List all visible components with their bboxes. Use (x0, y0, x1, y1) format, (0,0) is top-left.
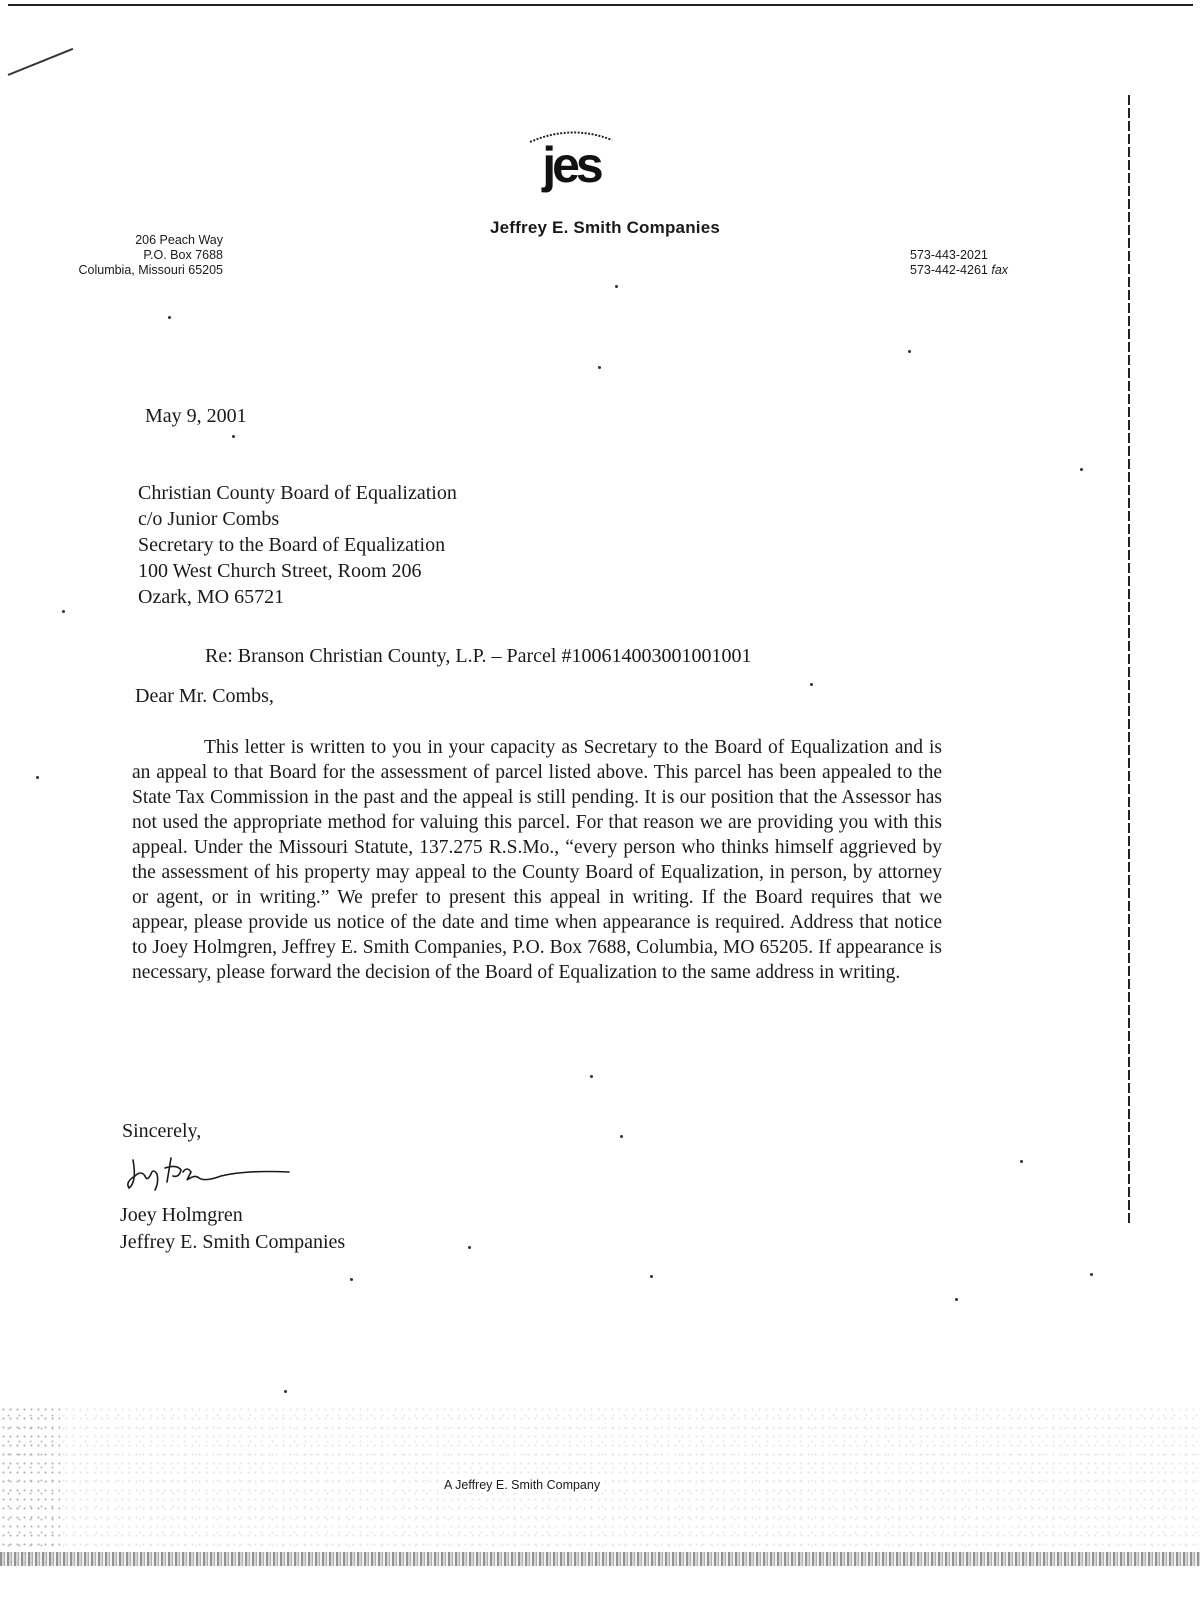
closing: Sincerely, (122, 1120, 202, 1142)
signer-name: Joey Holmgren (120, 1204, 243, 1226)
company-name: Jeffrey E. Smith Companies (489, 218, 721, 237)
speck (1080, 468, 1083, 471)
company-phones (910, 248, 1050, 278)
recipient-line: Secretary to the Board of Equalization (138, 534, 446, 556)
speck (1090, 1273, 1093, 1276)
speck (650, 1275, 653, 1278)
signer-company: Jeffrey E. Smith Companies (120, 1231, 346, 1253)
recipient-address (138, 480, 457, 610)
speck (908, 350, 911, 353)
scan-right-edge (1128, 95, 1130, 1225)
speck (955, 1298, 958, 1301)
signature-icon (125, 1152, 295, 1194)
handwritten-signature (125, 1152, 295, 1194)
phone-number: 573-443-2021 (910, 248, 988, 262)
speck (810, 683, 813, 686)
letter-date: May 9, 2001 (145, 405, 247, 427)
recipient-line: 100 West Church Street, Room 206 (138, 560, 422, 582)
speck (615, 285, 618, 288)
recipient-line: Christian County Board of Equalization (138, 482, 457, 504)
body-paragraph: This letter is written to you in your capacity as Secretary to the Board of Equalization and is an appeal to that Board for the assessment of parcel listed above. This parcel has been appealed to the State Tax Commission in the past and the appeal is still pending. It is our position that the Assessor has not used the appropriate method for valuing this parcel. For that reason we are providing you with this appeal. Under the Missouri Statute, 137.275 R.S.Mo., “every person who thinks himself aggrieved by the assessment of his property may appeal to the County Board of Equalization, in person, by attorney or agent, or in writing.” We prefer to present this appeal in writing. If the Board requires that we appear, please provide us notice of the date and time when appearance is required. Address that notice to Joey Holmgren, Jeffrey E. Smith Companies, P.O. Box 7688, Columbia, MO 65205. If appearance is necessary, please forward the decision of the Board of Equalization to the same address in writing. (132, 737, 942, 983)
speck (62, 610, 65, 613)
speck (598, 366, 601, 369)
speck (350, 1278, 353, 1281)
speck (590, 1075, 593, 1078)
address-line: Columbia, Missouri 65205 (78, 263, 223, 277)
scan-bottom-band (0, 1552, 1200, 1566)
fax-line (910, 263, 1050, 278)
jes-logo (516, 120, 626, 200)
fax-label: fax (991, 263, 1009, 277)
footer-tagline: A Jeffrey E. Smith Company (440, 1478, 604, 1492)
jes-logo-icon (516, 120, 626, 200)
company-address (40, 233, 223, 278)
address-line: 206 Peach Way (135, 233, 223, 247)
speck (468, 1246, 471, 1249)
speck (168, 316, 171, 319)
signer-block (120, 1202, 345, 1256)
salutation: Dear Mr. Combs, (135, 685, 274, 707)
speck (284, 1390, 287, 1393)
recipient-line: c/o Junior Combs (138, 508, 280, 530)
logo-text: jes (542, 137, 600, 193)
speck (232, 435, 235, 438)
speck (36, 776, 39, 779)
pen-mark (8, 48, 74, 76)
speck (620, 1135, 623, 1138)
recipient-line: Ozark, MO 65721 (138, 586, 285, 608)
fax-number: 573-442-4261 (910, 263, 988, 277)
address-line: P.O. Box 7688 (143, 248, 223, 262)
scan-top-border (8, 4, 1193, 6)
speck (1020, 1160, 1023, 1163)
subject-line: Re: Branson Christian County, L.P. – Parcel #100614003001001001 (205, 645, 752, 667)
